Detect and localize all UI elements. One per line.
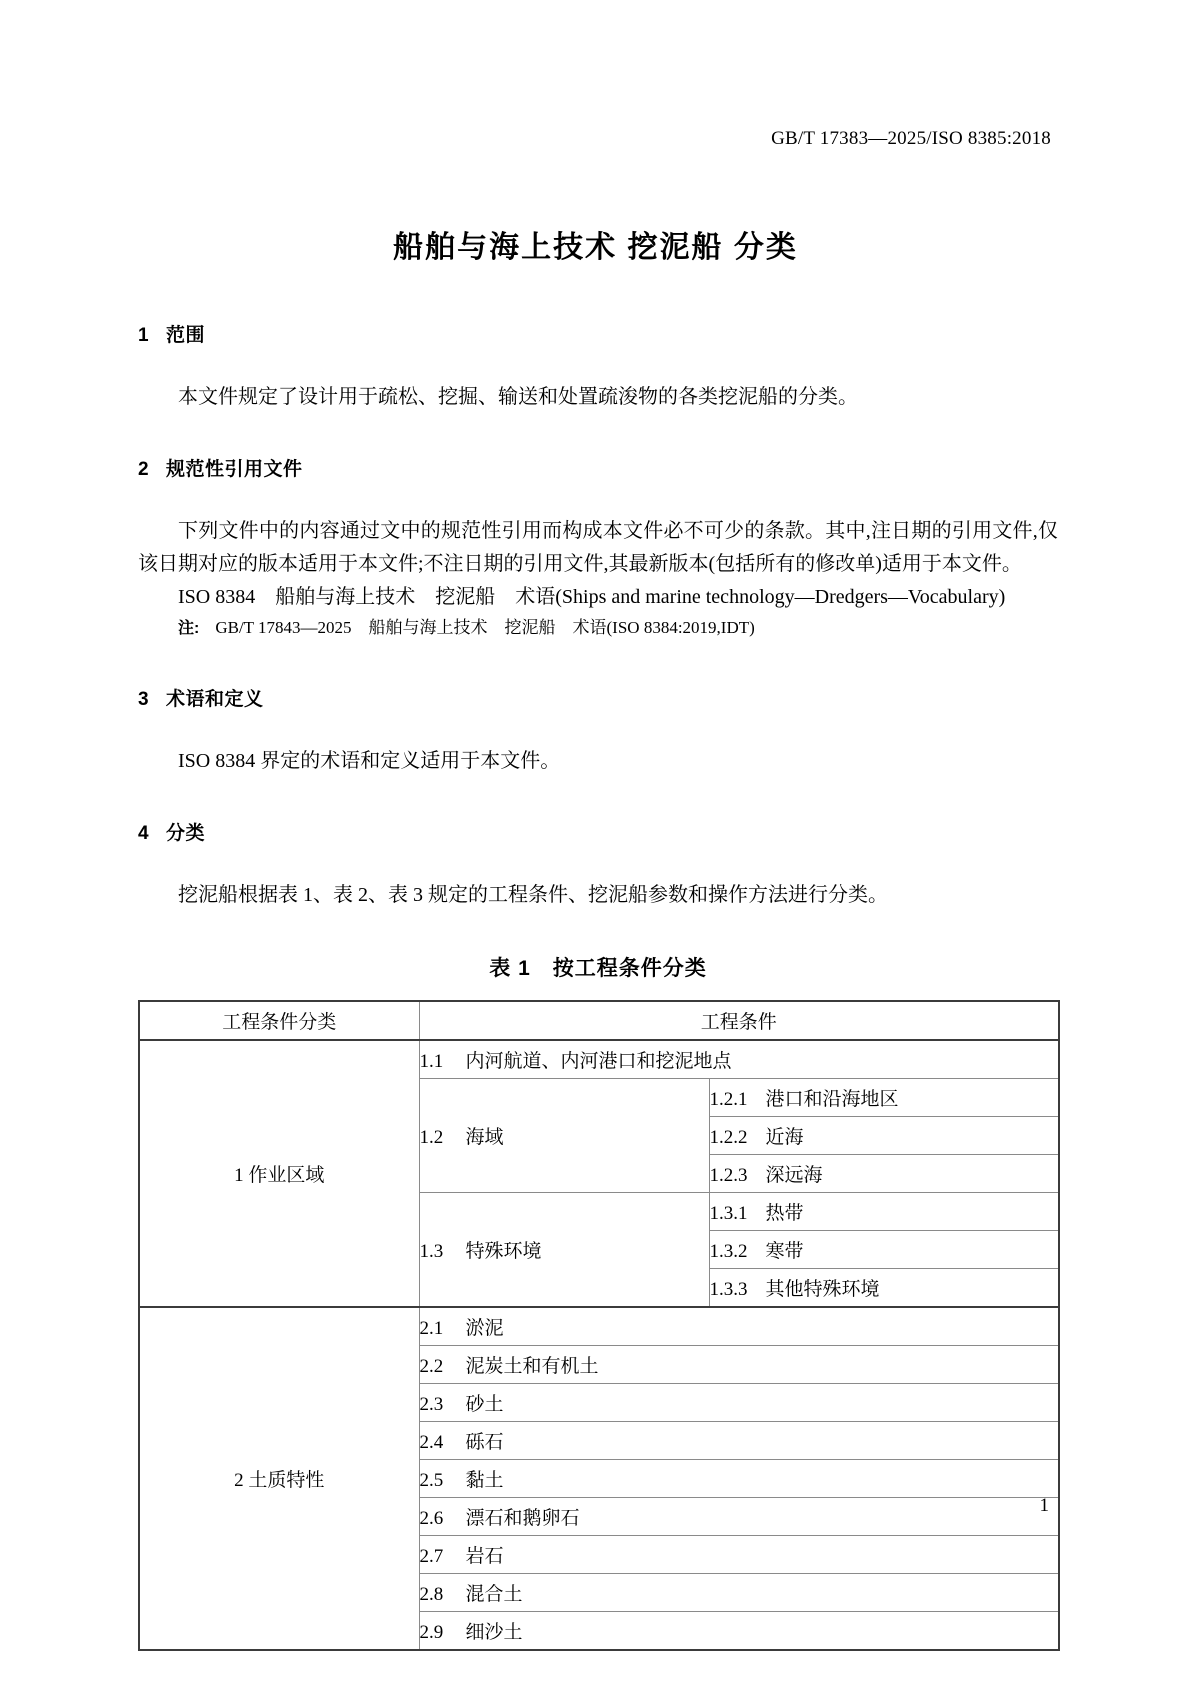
condition-text: 漂石和鹅卵石 bbox=[465, 1508, 580, 1529]
condition-cell bbox=[419, 1307, 1059, 1346]
sub-condition-cell bbox=[709, 1269, 1059, 1308]
condition-index: 2.4 bbox=[419, 1432, 444, 1453]
clause-number-1: 1 bbox=[138, 325, 150, 346]
clause-number-3: 3 bbox=[138, 689, 150, 710]
condition-text: 砂土 bbox=[465, 1394, 504, 1415]
sub-condition-cell bbox=[709, 1117, 1059, 1155]
sub-condition-index: 1.2.3 bbox=[709, 1165, 748, 1186]
condition-index: 1.3 bbox=[419, 1241, 444, 1262]
normative-reference-note bbox=[138, 613, 1058, 644]
condition-cell bbox=[419, 1193, 709, 1308]
clause-title-4: 分类 bbox=[166, 823, 206, 844]
table-1-engineering-conditions bbox=[138, 1000, 1060, 1651]
condition-index: 2.5 bbox=[419, 1470, 444, 1491]
sub-condition-text: 近海 bbox=[765, 1127, 804, 1148]
condition-text: 特殊环境 bbox=[465, 1241, 542, 1262]
sub-condition-text: 寒带 bbox=[765, 1241, 804, 1262]
clause-paragraph-4: 挖泥船根据表 1、表 2、表 3 规定的工程条件、挖泥船参数和操作方法进行分类。 bbox=[178, 884, 888, 906]
condition-index: 2.1 bbox=[419, 1318, 444, 1339]
condition-index: 2.6 bbox=[419, 1508, 444, 1529]
clause-number-4: 4 bbox=[138, 823, 150, 844]
note-text: GB/T 17843—2025 船舶与海上技术 挖泥船 术语(ISO 8384:2019,IDT) bbox=[215, 618, 755, 637]
clause-number-2: 2 bbox=[138, 459, 150, 480]
column-header-category: 工程条件分类 bbox=[139, 1001, 419, 1040]
note-label: 注: bbox=[178, 620, 200, 637]
clause-title-2: 规范性引用文件 bbox=[166, 459, 303, 480]
condition-text: 内河航道、内河港口和挖泥地点 bbox=[465, 1051, 732, 1072]
document-title: 船舶与海上技术 挖泥船 分类 bbox=[393, 231, 798, 264]
condition-text: 混合土 bbox=[465, 1584, 523, 1605]
condition-index: 2.3 bbox=[419, 1394, 444, 1415]
table-header-row bbox=[139, 1001, 1059, 1040]
condition-text: 砾石 bbox=[465, 1432, 504, 1453]
condition-cell bbox=[419, 1460, 1059, 1498]
clause-paragraph-1: 本文件规定了设计用于疏松、挖掘、输送和处置疏浚物的各类挖泥船的分类。 bbox=[178, 386, 858, 408]
normative-reference-iso8384: ISO 8384 船舶与海上技术 挖泥船 术语(Ships and marine technology—Dredgers—Vocabulary) bbox=[178, 586, 1006, 608]
sub-condition-index: 1.2.1 bbox=[709, 1089, 748, 1110]
sub-condition-index: 1.3.1 bbox=[709, 1203, 748, 1224]
condition-text: 细沙土 bbox=[465, 1622, 523, 1643]
condition-cell bbox=[419, 1422, 1059, 1460]
clause-paragraph-3: ISO 8384 界定的术语和定义适用于本文件。 bbox=[178, 750, 561, 772]
document-body bbox=[138, 320, 1058, 1651]
standard-code: GB/T 17383—2025/ISO 8385:2018 bbox=[771, 128, 1051, 149]
sub-condition-text: 港口和沿海地区 bbox=[765, 1089, 899, 1110]
sub-condition-cell bbox=[709, 1231, 1059, 1269]
column-header-condition: 工程条件 bbox=[419, 1001, 1059, 1040]
sub-condition-text: 深远海 bbox=[765, 1165, 823, 1186]
table-row bbox=[139, 1307, 1059, 1346]
clause-heading-1 bbox=[138, 320, 1058, 347]
condition-cell bbox=[419, 1079, 709, 1193]
clause-title-3: 术语和定义 bbox=[166, 689, 264, 710]
clause-heading-2 bbox=[138, 454, 1058, 481]
condition-cell bbox=[419, 1384, 1059, 1422]
clause-paragraph-2: 下列文件中的内容通过文中的规范性引用而构成本文件必不可少的条款。其中,注日期的引用文件,仅该日期对应的版本适用于本文件;不注日期的引用文件,其最新版本(包括所有的修改单)适用于本文件。 bbox=[138, 520, 1058, 575]
condition-index: 2.8 bbox=[419, 1584, 444, 1605]
clause-title-1: 范围 bbox=[166, 325, 206, 346]
table-1-caption: 表 1 按工程条件分类 bbox=[489, 957, 707, 980]
sub-condition-cell bbox=[709, 1155, 1059, 1193]
sub-condition-index: 1.2.2 bbox=[709, 1127, 748, 1148]
sub-condition-cell bbox=[709, 1079, 1059, 1117]
condition-index: 1.1 bbox=[419, 1051, 444, 1072]
sub-condition-text: 热带 bbox=[765, 1203, 804, 1224]
condition-cell bbox=[419, 1498, 1059, 1536]
condition-cell bbox=[419, 1040, 1059, 1079]
condition-cell bbox=[419, 1574, 1059, 1612]
condition-index: 1.2 bbox=[419, 1127, 444, 1148]
page-number: 1 bbox=[1039, 1495, 1049, 1516]
group-label: 1 作业区域 bbox=[139, 1040, 419, 1307]
condition-text: 黏土 bbox=[465, 1470, 504, 1491]
document-header bbox=[771, 128, 1051, 150]
condition-text: 海域 bbox=[465, 1127, 504, 1148]
sub-condition-text: 其他特殊环境 bbox=[765, 1279, 880, 1300]
condition-index: 2.7 bbox=[419, 1546, 444, 1567]
sub-condition-index: 1.3.2 bbox=[709, 1241, 748, 1262]
condition-index: 2.2 bbox=[419, 1356, 444, 1377]
sub-condition-index: 1.3.3 bbox=[709, 1279, 748, 1300]
condition-cell bbox=[419, 1536, 1059, 1574]
condition-text: 岩石 bbox=[465, 1546, 504, 1567]
condition-text: 淤泥 bbox=[465, 1318, 504, 1339]
condition-index: 2.9 bbox=[419, 1622, 444, 1643]
condition-cell bbox=[419, 1346, 1059, 1384]
clause-heading-3 bbox=[138, 684, 1058, 711]
condition-cell bbox=[419, 1612, 1059, 1651]
condition-text: 泥炭土和有机土 bbox=[465, 1356, 599, 1377]
table-row bbox=[139, 1040, 1059, 1079]
group-label: 2 土质特性 bbox=[139, 1307, 419, 1650]
clause-heading-4 bbox=[138, 818, 1058, 845]
sub-condition-cell bbox=[709, 1193, 1059, 1231]
